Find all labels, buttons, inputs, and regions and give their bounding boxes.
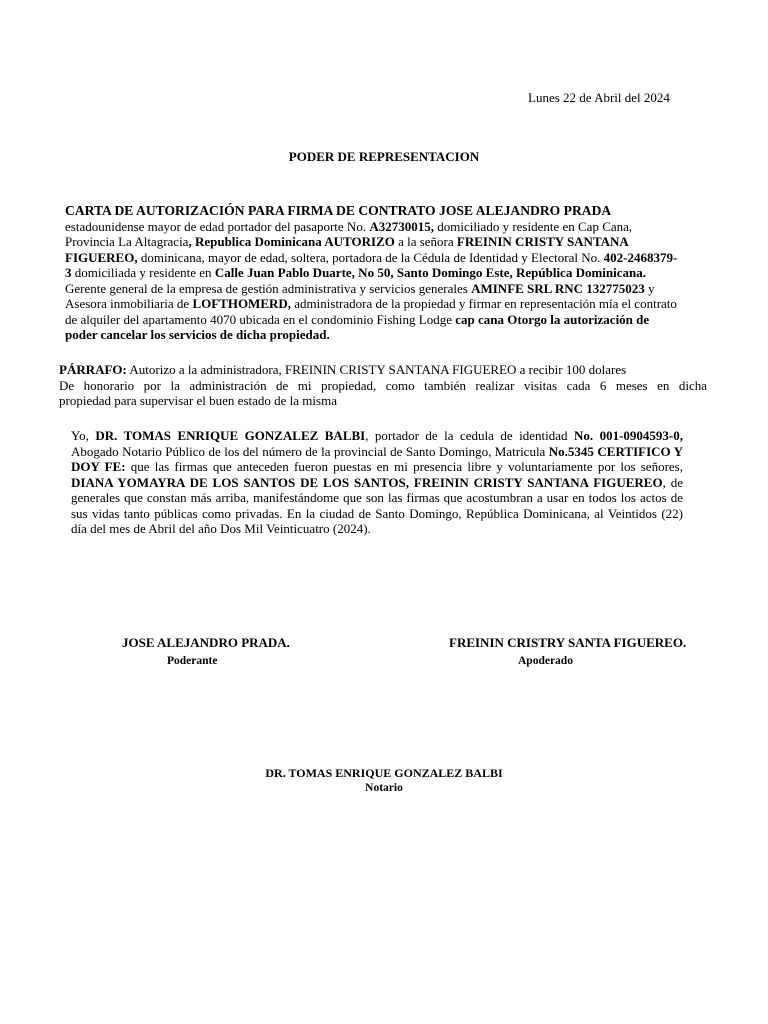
authorization-heading: CARTA DE AUTORIZACIÓN PARA FIRMA DE CONTRATO JOSE ALEJANDRO PRADA: [65, 203, 612, 218]
notary-role: Notario: [365, 782, 403, 794]
notary-certification-paragraph: Yo, DR. TOMAS ENRIQUE GONZALEZ BALBI, portador de la cedula de identidad No. 001-0904593-0, Abogado Notario Público de los del número de la provincial de Santo Domingo, Matricula No.5345 CERTIFICO Y DOY FE: que las firmas que anteceden fueron puestas en mi presencia libre y voluntariamente por los señores, DIANA YOMAYRA DE LOS SANTOS DE LOS SANTOS, FREININ CRISTY SANTANA FIGUEREO, de generales que constan más arriba, manifestándome que son las firmas que acostumbran a usar en todos los actos de sus vidas tanto públicas como privadas. En la ciudad de Santo Domingo, República Dominicana, al Veintidos (22) día del mes de Abril del año Dos Mil Veinticuatro (2024).: [71, 428, 683, 536]
document-title: PODER DE REPRESENTACION: [288, 149, 480, 164]
attorney-role: Apoderado: [518, 655, 573, 667]
grantor-signature-name: JOSE ALEJANDRO PRADA.: [122, 635, 290, 650]
paragraph-clause: PÁRRAFO: Autorizo a la administradora, FREININ CRISTY SANTANA FIGUEREO a recibir 100 dolares De honorario por la administración de mi propiedad, como también realizar visitas cada 6 meses en dicha propiedad para supervisar el buen estado de la misma: [59, 362, 707, 408]
authorization-paragraph: CARTA DE AUTORIZACIÓN PARA FIRMA DE CONTRATO JOSE ALEJANDRO PRADA estadounidense mayor de edad portador del pasaporte No. A32730015, domiciliado y residente en Cap Cana, Provincia La Altagracia, Republica Dominicana AUTORIZO a la señora FREININ CRISTY SANTANA FIGUEREO, dominicana, mayor de edad, soltera, portadora de la Cédula de Identidad y Electoral No. 402-2468379-3 domiciliada y residente en Calle Juan Pablo Duarte, No 50, Santo Domingo Este, República Dominicana. Gerente general de la empresa de gestión administrativa y servicios generales AMINFE SRL RNC 132775023 y Asesora inmobiliaria de LOFTHOMERD, administradora de la propiedad y firmar en representación mía el contrato de alquiler del apartamento 4070 ubicada en el condominio Fishing Lodge cap cana Otorgo la autorización de poder cancelar los servicios de dicha propiedad.: [65, 203, 678, 342]
grantor-role: Poderante: [167, 655, 218, 667]
paragraph-label: PÁRRAFO:: [59, 362, 127, 377]
document-date: Lunes 22 de Abril del 2024: [528, 90, 670, 105]
attorney-signature-name: FREININ CRISTRY SANTA FIGUEREO.: [449, 635, 687, 650]
notary-signature-name: DR. TOMAS ENRIQUE GONZALEZ BALBI: [265, 766, 503, 780]
